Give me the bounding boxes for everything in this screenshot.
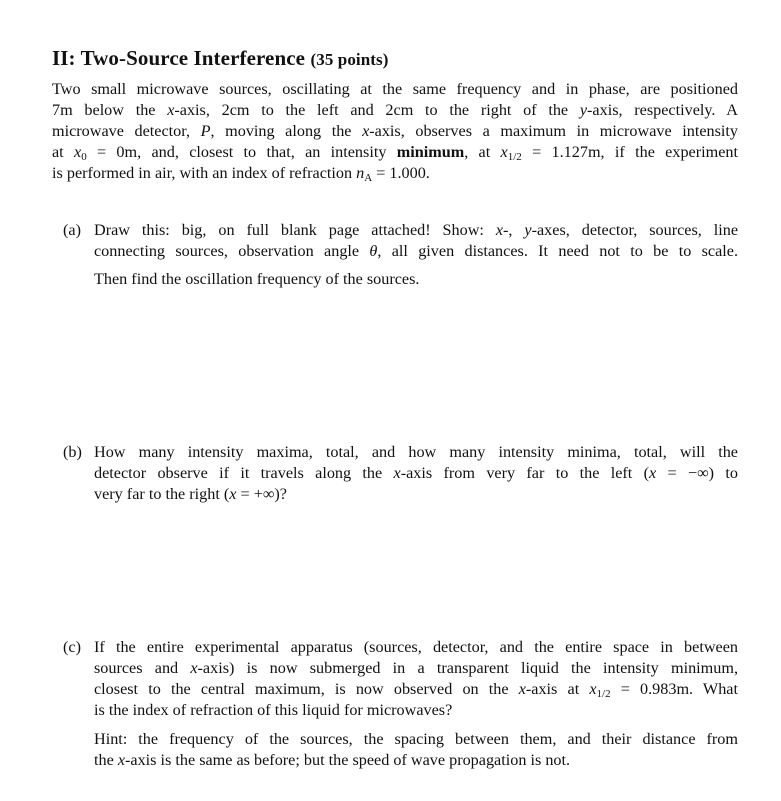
emphasis-minimum: minimum	[396, 143, 465, 161]
question-line: connecting sources, observation angle θ, all given distances. It need not to be to scale.	[94, 242, 738, 260]
intro-line: Two small microwave sources, oscillating at the same frequency and in phase, are positioned	[52, 80, 738, 98]
question-line: very far to the right (x = +∞)?	[94, 485, 287, 503]
points-label: (35 points)	[310, 50, 389, 69]
question-followup: Then find the oscillation frequency of the sources.	[94, 270, 420, 288]
question-line: detector observe if it travels along the x-axis from very far to the left (x = −∞) to	[94, 464, 738, 482]
question-line: If the entire experimental apparatus (sources, detector, and the entire space in between	[94, 638, 738, 656]
title-text: II: Two-Source Interference	[52, 46, 306, 70]
question-line: is the index of refraction of this liquid for microwaves?	[94, 701, 453, 719]
question-label: (b)	[63, 443, 82, 461]
question-line: Draw this: big, on full blank page attached! Show: x-, y-axes, detector, sources, line	[94, 221, 739, 239]
question-label: (c)	[63, 638, 81, 656]
question-line: closest to the central maximum, is now observed on the x-axis at $x_{1/2} = 0.983m$. What	[94, 680, 738, 700]
section-title	[52, 46, 389, 71]
intro-line: 7m below the x-axis, 2cm to the left and 2cm to the right of the y-axis, respectively. A	[52, 101, 739, 119]
intro-line: at $x_0 = 0m$, and, closest to that, an intensity minimum, at $x_{1/2} = 1.127m$, if the experiment	[52, 143, 738, 163]
intro-line: microwave detector, P, moving along the x-axis, observes a maximum in microwave intensity	[52, 122, 738, 140]
question-label: (a)	[63, 221, 81, 239]
question-line: sources and x-axis) is now submerged in a transparent liquid the intensity minimum,	[94, 659, 738, 677]
question-line: How many intensity maxima, total, and how many intensity minima, total, will the	[94, 443, 738, 461]
intro-line: is performed in air, with an index of refraction $n_A = 1.000$.	[52, 164, 430, 184]
hint-line: the x-axis is the same as before; but the speed of wave propagation is not.	[94, 751, 571, 769]
hint-line: Hint: the frequency of the sources, the spacing between them, and their distance from	[94, 730, 738, 748]
